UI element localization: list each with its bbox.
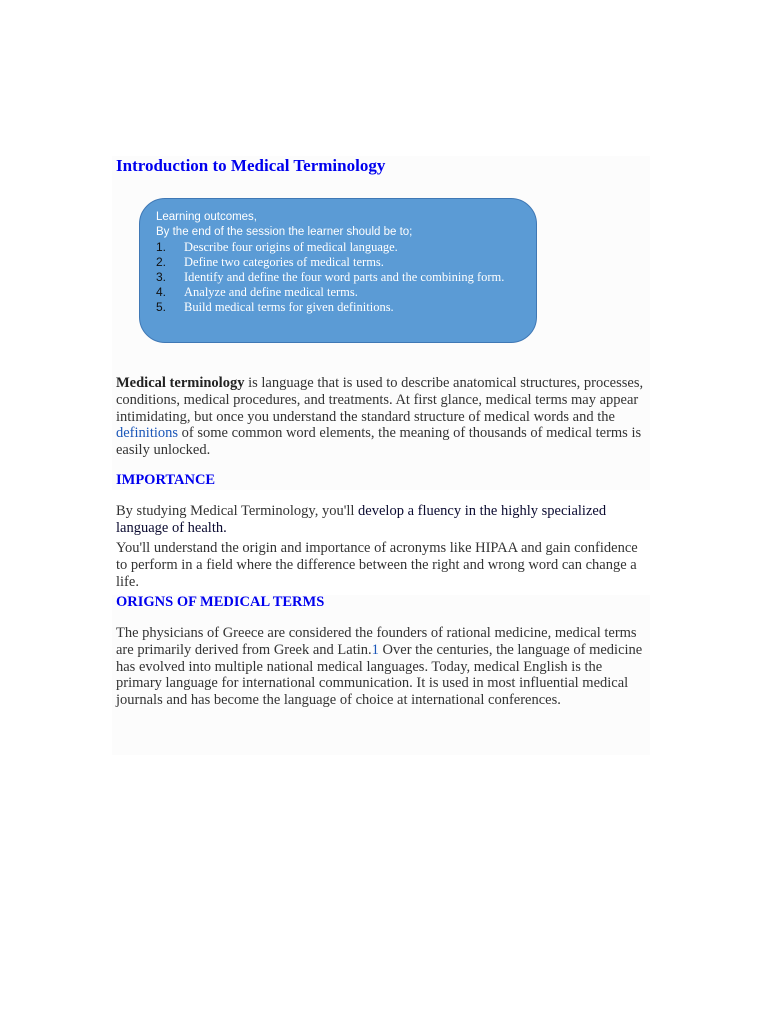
outcomes-heading: Learning outcomes, [156, 211, 258, 223]
list-text: Define two categories of medical terms. [184, 255, 384, 269]
list-text: Build medical terms for given definitions. [184, 300, 394, 314]
list-item [156, 285, 520, 300]
outcomes-list [156, 240, 520, 315]
outcomes-subheading: By the end of the session the learner should be to; [156, 226, 413, 238]
intro-bold-term: Medical terminology [116, 375, 245, 391]
list-text: Analyze and define medical terms. [184, 285, 358, 299]
importance-heading: IMPORTANCE [116, 472, 216, 488]
list-number: 1. [156, 240, 167, 254]
list-item [156, 300, 520, 315]
list-item [156, 270, 520, 285]
importance-text: By studying Medical Terminology, you'll [116, 503, 359, 519]
list-number: 4. [156, 285, 167, 299]
intro-text-2: of some common word elements, the meaning of thousands of medical terms is easily unlocked. [116, 425, 642, 459]
list-item [156, 240, 520, 255]
intro-text-1: is language that is used to describe anatomical structures, processes, conditions, medical procedures, and treatments. At first glance, medical terms may appear intimidating, but once you understand the standard structure of medical words and the [116, 375, 644, 425]
origins-heading: ORIGNS OF MEDICAL TERMS [116, 594, 325, 610]
list-number: 3. [156, 270, 167, 284]
importance-highlight: develop a fluency in the highly specialized language of health. [116, 503, 607, 536]
list-number: 5. [156, 300, 167, 314]
page-title: Introduction to Medical Terminology [116, 156, 386, 175]
origins-text-1: The physicians of Greece are considered the founders of rational medicine, medical terms are primarily derived from Greek and Latin. [116, 625, 637, 658]
list-text: Identify and define the four word parts and the combining form. [184, 270, 505, 284]
importance-paragraph-1 [116, 503, 646, 537]
origins-paragraph [116, 625, 646, 709]
list-item [156, 255, 520, 270]
reference-link[interactable]: 1 [371, 641, 379, 658]
intro-paragraph [116, 375, 646, 459]
origins-text-2: Over the centuries, the language of medicine has evolved into multiple national medical languages. Today, medical English is the primary language for international communication. It is used in most influential medical journals and has become the language of choice at international conferences. [116, 641, 643, 709]
list-text: Describe four origins of medical language. [184, 240, 398, 254]
definitions-link[interactable]: definitions [116, 425, 179, 442]
learning-outcomes-box [139, 198, 537, 343]
list-number: 2. [156, 255, 167, 269]
importance-paragraph-2: You'll understand the origin and importance of acronyms like HIPAA and gain confidence to perform in a field where the difference between the right and wrong word can change a life. [116, 540, 638, 590]
